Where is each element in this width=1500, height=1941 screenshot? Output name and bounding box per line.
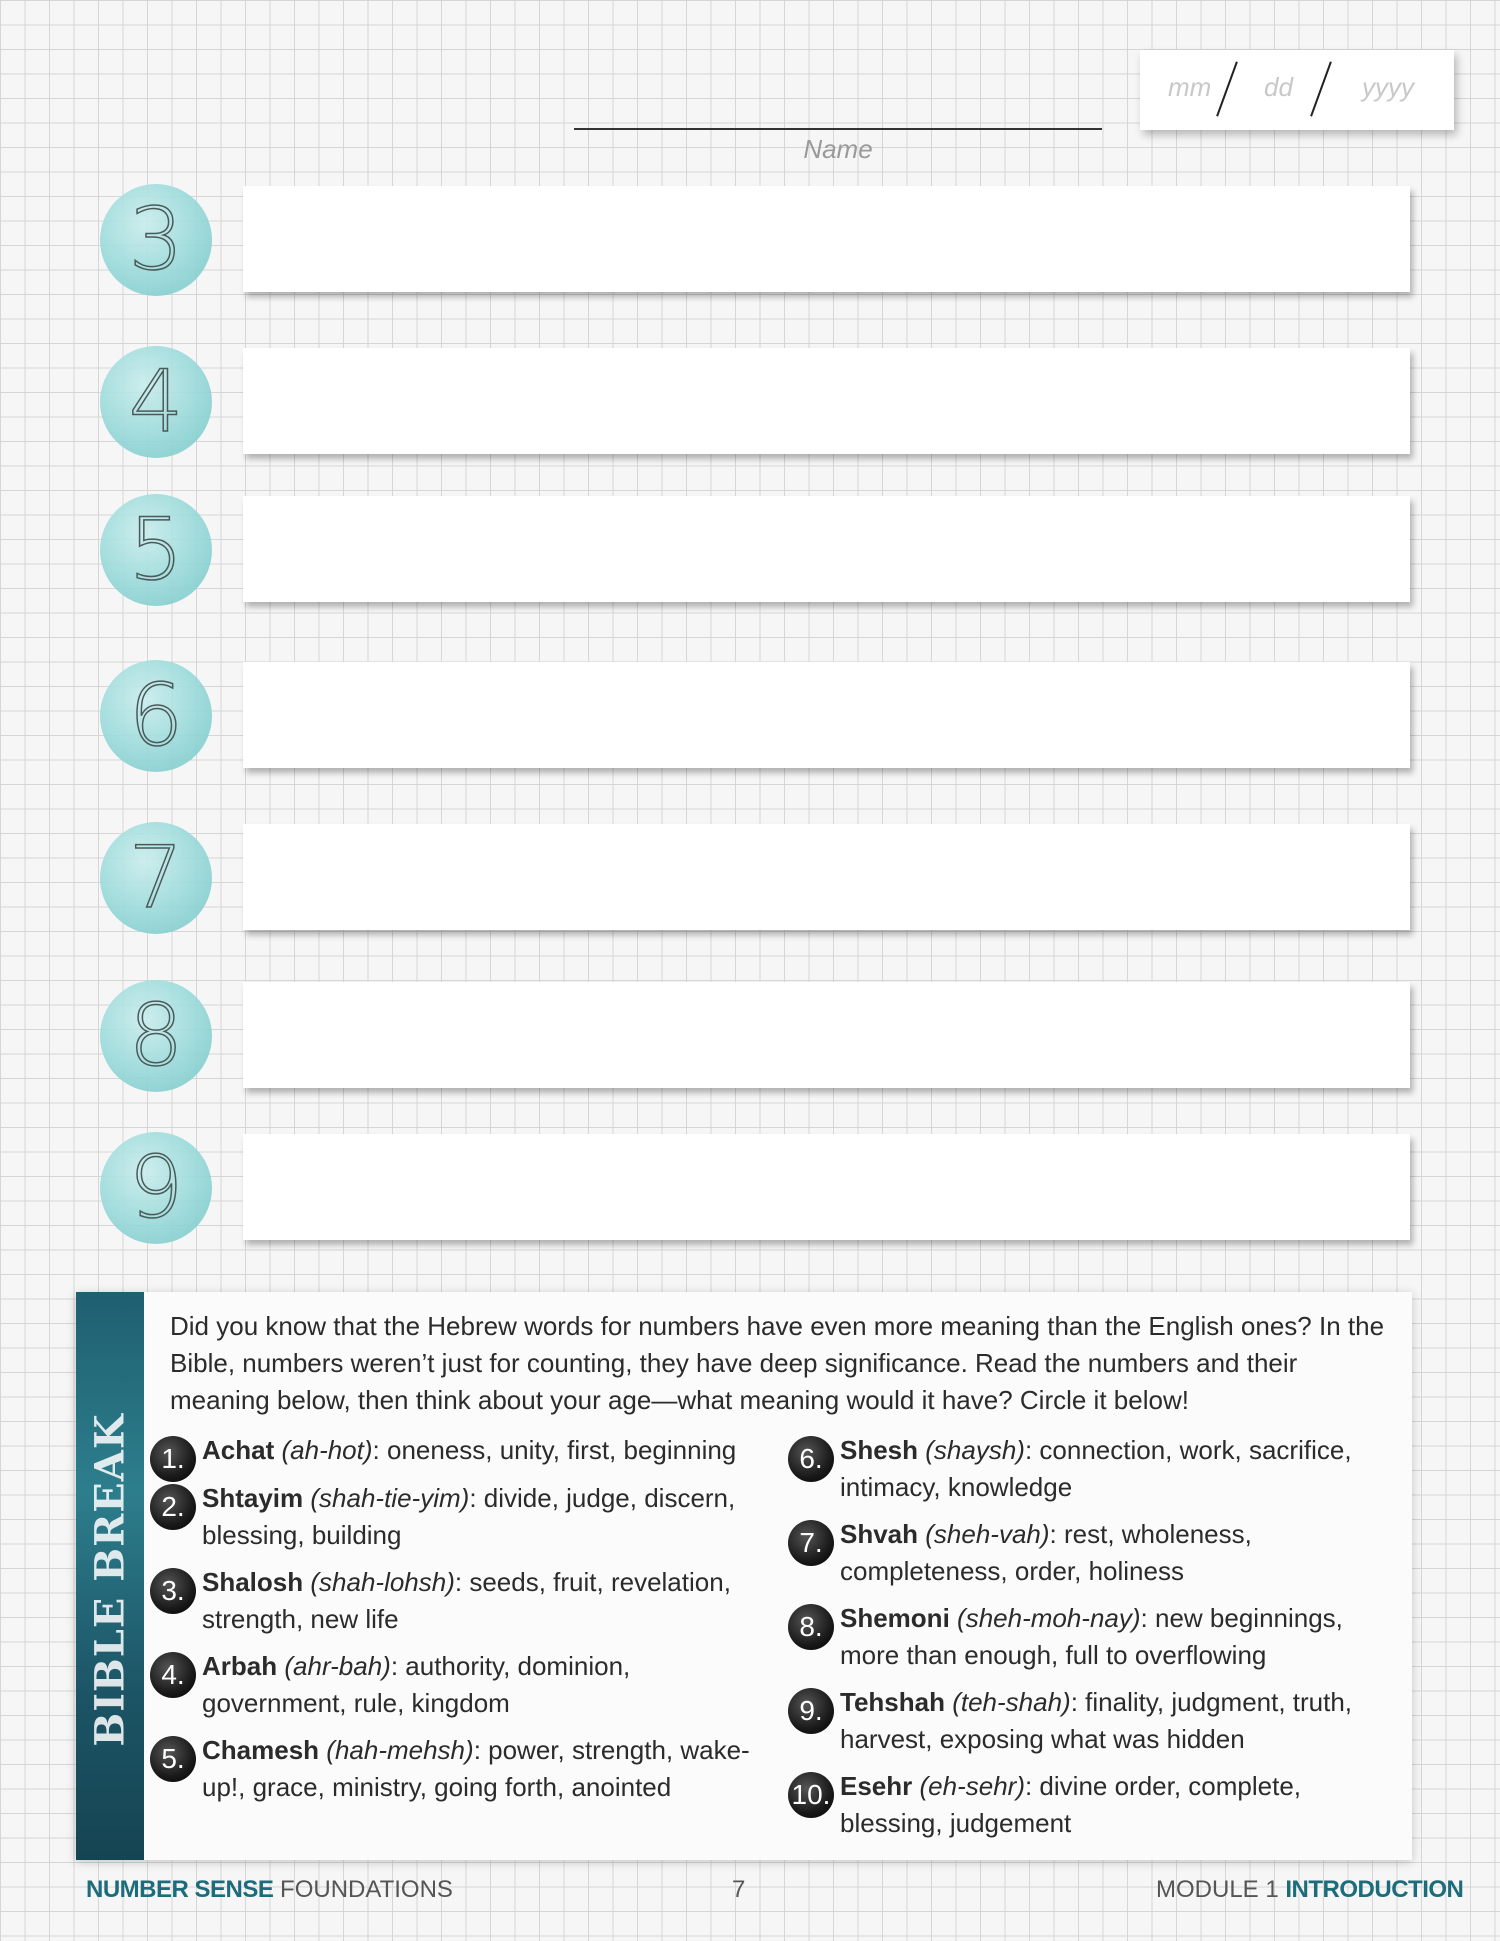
footer-book-title: NUMBER SENSE FOUNDATIONS <box>86 1876 453 1903</box>
date-field[interactable] <box>1140 50 1454 130</box>
number-row <box>100 494 1412 606</box>
answer-box[interactable] <box>243 982 1410 1088</box>
item-text: Shesh (shaysh): connection, work, sacrifice, intimacy, knowledge <box>840 1435 1352 1502</box>
date-day: dd <box>1264 72 1293 102</box>
item-text: Shtayim (shah-tie-yim): divide, judge, discern, blessing, building <box>202 1483 736 1550</box>
item-text: Tehshah (teh-shah): finality, judgment, truth, harvest, exposing what was hidden <box>840 1687 1353 1754</box>
name-label: Name <box>803 134 873 164</box>
answer-box[interactable] <box>243 348 1410 454</box>
item-text: Shemoni (sheh-moh-nay): new beginnings, more than enough, full to overflowing <box>840 1603 1343 1670</box>
number-badge: 1. <box>150 1436 196 1482</box>
number-badge: 3. <box>150 1568 196 1614</box>
item-text: Arbah (ahr-bah): authority, dominion, government, rule, kingdom <box>202 1651 631 1718</box>
trace-digit: 8 <box>128 986 184 1086</box>
item-text: Chamesh (hah-mehsh): power, strength, wake-up!, grace, ministry, going forth, anointed <box>202 1735 750 1802</box>
bible-break-sidebar <box>76 1292 144 1860</box>
page-number: 7 <box>732 1876 746 1903</box>
number-row <box>100 660 1412 772</box>
footer-module: MODULE 1 INTRODUCTION <box>1156 1876 1464 1903</box>
trace-digit: 7 <box>128 828 184 928</box>
number-badge: 7. <box>788 1520 834 1566</box>
bible-break-title: BIBLE BREAK <box>86 1413 134 1747</box>
answer-box[interactable] <box>243 1134 1410 1240</box>
date-year: yyyy <box>1362 72 1414 102</box>
number-badge: 10. <box>788 1772 834 1818</box>
trace-digit: 9 <box>128 1138 184 1238</box>
number-badge: 6. <box>788 1436 834 1482</box>
number-row <box>100 822 1412 934</box>
trace-digit: 5 <box>128 500 184 600</box>
number-badge: 8. <box>788 1604 834 1650</box>
answer-box[interactable] <box>243 824 1410 930</box>
item-text: Achat (ah-hot): oneness, unity, first, beginning <box>202 1435 737 1465</box>
answer-box[interactable] <box>243 662 1410 768</box>
trace-digit: 4 <box>128 352 184 452</box>
item-text: Shvah (sheh-vah): rest, wholeness, completeness, order, holiness <box>840 1519 1252 1586</box>
number-badge: 5. <box>150 1736 196 1782</box>
date-separator <box>1310 61 1332 116</box>
bible-break-panel <box>76 1292 1412 1860</box>
number-badge: 2. <box>150 1484 196 1530</box>
answer-box[interactable] <box>243 186 1410 292</box>
name-field[interactable] <box>574 128 1102 130</box>
bible-break-intro: Did you know that the Hebrew words for numbers have even more meaning than the English ones? In the Bible, numbers weren’t just for counting, they have deep significance. Read the numbers and their meaning below, then think about your age—what meaning would it have? Circle it below! <box>170 1311 1385 1415</box>
number-row <box>100 980 1412 1092</box>
number-row <box>100 346 1412 458</box>
number-badge: 9. <box>788 1688 834 1734</box>
trace-digit: 3 <box>128 190 184 290</box>
date-separator <box>1216 61 1238 116</box>
trace-digit: 6 <box>128 666 184 766</box>
item-text: Esehr (eh-sehr): divine order, complete, blessing, judgement <box>840 1771 1302 1838</box>
answer-box[interactable] <box>243 496 1410 602</box>
number-row <box>100 184 1412 296</box>
number-row <box>100 1132 1412 1244</box>
item-text: Shalosh (shah-lohsh): seeds, fruit, revelation, strength, new life <box>202 1567 731 1634</box>
date-month: mm <box>1168 72 1212 102</box>
number-badge: 4. <box>150 1652 196 1698</box>
